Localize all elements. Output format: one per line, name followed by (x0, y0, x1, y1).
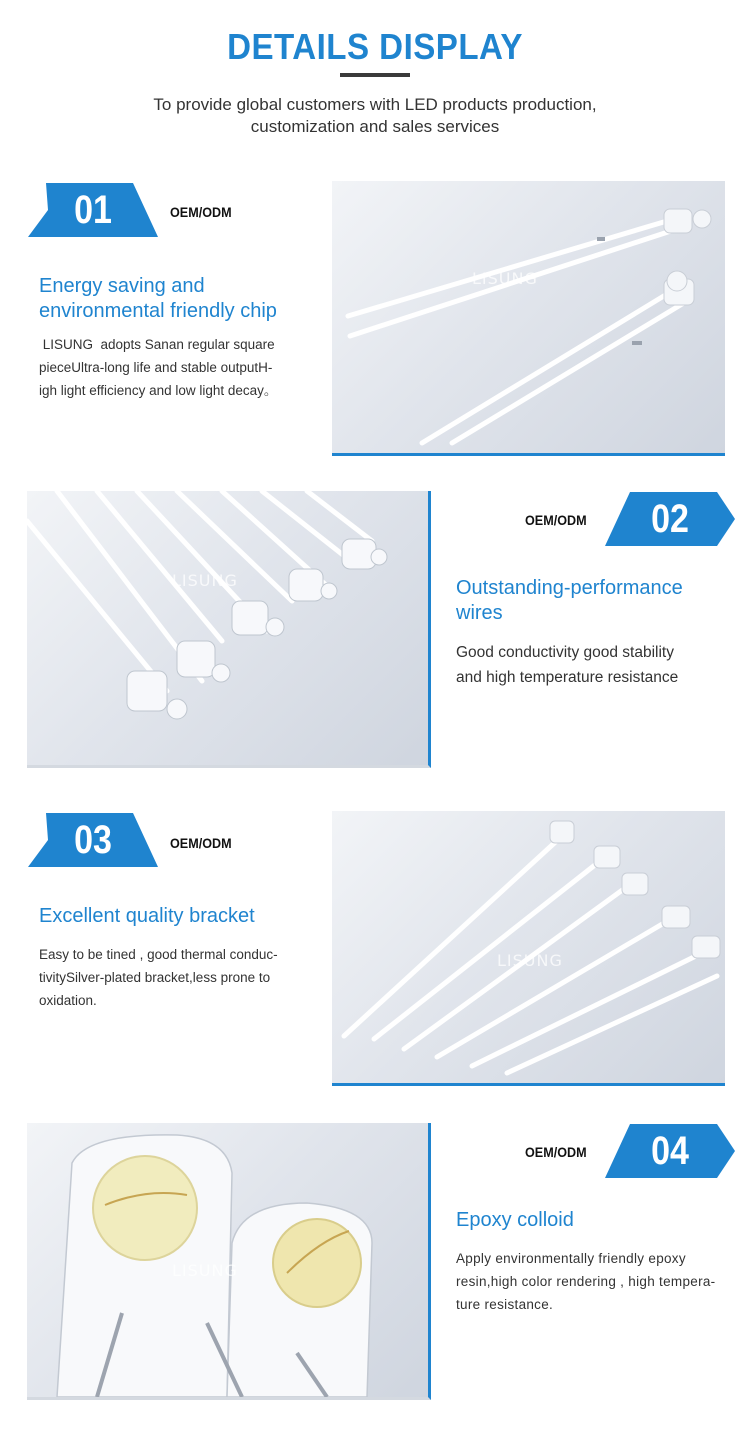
watermark: LISUNG (497, 951, 563, 970)
title-line: Outstanding-performance (456, 577, 683, 599)
section-description (39, 943, 309, 1012)
title-line: wires (456, 602, 503, 624)
oem-odm-label: OEM/ODM (170, 204, 232, 220)
section-number: 04 (651, 1128, 689, 1173)
watermark: LISUNG (472, 269, 538, 288)
oem-odm-label: OEM/ODM (525, 1144, 587, 1160)
section-description (39, 333, 309, 402)
watermark: LISUNG (172, 1261, 238, 1280)
desc-line: Apply environmentally friendly epoxy (456, 1251, 686, 1266)
section-number: 03 (74, 817, 112, 862)
page-title: DETAILS DISPLAY (227, 26, 523, 67)
section-number-badge (28, 183, 158, 237)
section-title (456, 576, 683, 626)
subtitle-line: To provide global customers with LED products production, (153, 95, 597, 114)
led-product-photo (27, 1123, 431, 1400)
section-title (456, 1208, 574, 1233)
desc-line: Easy to be tined , good thermal conduc- (39, 947, 278, 962)
section-number-badge (605, 1124, 735, 1178)
desc-line: tivitySilver-plated bracket,less prone to (39, 970, 271, 985)
desc-line: and high temperature resistance (456, 669, 679, 686)
subtitle-line: customization and sales services (250, 117, 500, 136)
desc-line: ture resistance. (456, 1297, 554, 1312)
title-line: Excellent quality bracket (39, 905, 255, 927)
led-product-photo (27, 491, 431, 768)
page-subtitle (0, 94, 750, 138)
desc-line: igh light efficiency and low light decay。 (39, 383, 278, 398)
desc-line: LISUNG adopts Sanan regular square (39, 337, 275, 352)
oem-odm-label: OEM/ODM (525, 512, 587, 528)
watermark: LISUNG (172, 571, 238, 590)
title-line: Epoxy colloid (456, 1209, 574, 1231)
title-underline (340, 73, 410, 77)
title-line: Energy saving and (39, 275, 205, 297)
desc-line: Good conductivity good stability (456, 644, 674, 661)
oem-odm-label: OEM/ODM (170, 835, 232, 851)
section-title (39, 904, 255, 929)
desc-line: oxidation. (39, 993, 97, 1008)
section-number: 01 (74, 187, 112, 232)
section-number-badge (605, 492, 735, 546)
section-description (456, 640, 726, 690)
section-number: 02 (651, 496, 689, 541)
section-description (456, 1247, 736, 1316)
desc-line: resin,high color rendering , high tempera- (456, 1274, 716, 1289)
desc-line: pieceUltra-long life and stable outputH- (39, 360, 273, 375)
section-title (39, 274, 277, 324)
led-product-photo (332, 811, 725, 1086)
title-line: environmental friendly chip (39, 300, 277, 322)
led-product-photo (332, 181, 725, 456)
section-number-badge (28, 813, 158, 867)
